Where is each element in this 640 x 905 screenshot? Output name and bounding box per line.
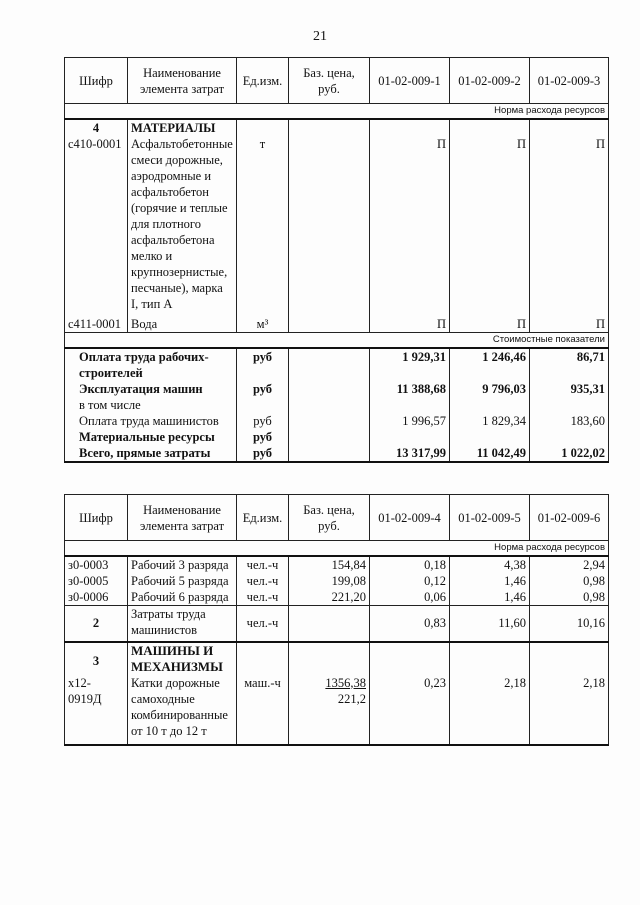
norm-label: Норма расхода ресурсов bbox=[65, 104, 609, 120]
row-unit: т bbox=[237, 136, 289, 316]
worker-price: 221,20 bbox=[289, 589, 370, 606]
section-number: 3 bbox=[65, 642, 128, 675]
header-unit: Ед.изм. bbox=[237, 495, 289, 541]
cost-name: Материальные ресурсы bbox=[65, 429, 237, 445]
worker-v3: 0,98 bbox=[530, 573, 609, 589]
worker-v1: 0,18 bbox=[370, 556, 450, 573]
labor-number: 2 bbox=[65, 606, 128, 642]
machine-unit: маш.-ч bbox=[237, 675, 289, 745]
machine-v1: 0,23 bbox=[370, 675, 450, 745]
table-row bbox=[65, 606, 609, 642]
header-col3: 01-02-009-3 bbox=[530, 58, 609, 104]
row-name: Вода bbox=[128, 316, 237, 333]
row-v3: П bbox=[530, 136, 609, 316]
row-unit: м³ bbox=[237, 316, 289, 333]
machine-v3: 2,18 bbox=[530, 675, 609, 745]
table-row bbox=[65, 675, 609, 745]
cost-name: Оплата труда машинистов bbox=[65, 413, 237, 429]
row-v1: П bbox=[370, 316, 450, 333]
machine-price-cell bbox=[289, 675, 370, 745]
cost-v3: 935,31 bbox=[530, 381, 609, 397]
cost-name: в том числе bbox=[65, 397, 237, 413]
cost-unit: руб bbox=[237, 429, 289, 445]
table-row bbox=[65, 316, 609, 333]
row-name: Асфальтобетонные смеси дорожные, аэродромные и асфальтобетон (горячие и теплые для плотного асфальтобетона мелко и крупнозернистые, песчаные), марка I, тип А bbox=[128, 136, 237, 316]
labor-unit: чел.-ч bbox=[237, 606, 289, 642]
section-number: 4 bbox=[65, 119, 128, 136]
machine-price-main: 1356,38 bbox=[325, 675, 366, 690]
cost-unit: руб bbox=[237, 381, 289, 397]
cost-name: Оплата труда рабочих-строителей bbox=[65, 348, 237, 381]
table-row bbox=[65, 348, 609, 381]
worker-name: Рабочий 5 разряда bbox=[128, 573, 237, 589]
worker-unit: чел.-ч bbox=[237, 589, 289, 606]
worker-v3: 0,98 bbox=[530, 589, 609, 606]
header-col5: 01-02-009-5 bbox=[450, 495, 530, 541]
worker-price: 154,84 bbox=[289, 556, 370, 573]
worker-v2: 1,46 bbox=[450, 589, 530, 606]
table-row bbox=[65, 119, 609, 136]
cost-v3: 86,71 bbox=[530, 348, 609, 381]
row-price bbox=[289, 316, 370, 333]
header-name: Наименование элемента затрат bbox=[128, 495, 237, 541]
cost-label: Стоимостные показатели bbox=[65, 333, 609, 349]
row-code: с410-0001 bbox=[65, 136, 128, 316]
table-row bbox=[65, 413, 609, 429]
worker-name: Рабочий 6 разряда bbox=[128, 589, 237, 606]
labor-name: Затраты труда машинистов bbox=[128, 606, 237, 642]
cost-v2: 9 796,03 bbox=[450, 381, 530, 397]
labor-v1: 0,83 bbox=[370, 606, 450, 642]
machine-code: х12-0919Д bbox=[65, 675, 128, 745]
row-v2: П bbox=[450, 316, 530, 333]
table-row bbox=[65, 397, 609, 413]
header-code: Шифр bbox=[65, 58, 128, 104]
labor-v3: 10,16 bbox=[530, 606, 609, 642]
table-row bbox=[65, 429, 609, 445]
header-name: Наименование элемента затрат bbox=[128, 58, 237, 104]
table-row bbox=[65, 589, 609, 606]
norm-label-row bbox=[65, 104, 609, 120]
row-v2: П bbox=[450, 136, 530, 316]
table-row bbox=[65, 556, 609, 573]
machine-v2: 2,18 bbox=[450, 675, 530, 745]
resource-table-1 bbox=[64, 57, 609, 463]
cost-unit: руб bbox=[237, 413, 289, 429]
cost-v2: 11 042,49 bbox=[450, 445, 530, 462]
cost-v1: 1 929,31 bbox=[370, 348, 450, 381]
worker-v2: 1,46 bbox=[450, 573, 530, 589]
worker-v2: 4,38 bbox=[450, 556, 530, 573]
cost-v1: 13 317,99 bbox=[370, 445, 450, 462]
norm-label: Норма расхода ресурсов bbox=[65, 541, 609, 557]
resource-table-2 bbox=[64, 494, 609, 746]
row-code: с411-0001 bbox=[65, 316, 128, 333]
row-v3: П bbox=[530, 316, 609, 333]
header-code: Шифр bbox=[65, 495, 128, 541]
header-col2: 01-02-009-2 bbox=[450, 58, 530, 104]
cost-name: Всего, прямые затраты bbox=[65, 445, 237, 462]
cost-unit: руб bbox=[237, 348, 289, 381]
machine-name: Катки дорожные самоходные комбинированные от 10 т до 12 т bbox=[128, 675, 237, 745]
section-title: МАШИНЫ И МЕХАНИЗМЫ bbox=[128, 642, 237, 675]
cost-v1: 11 388,68 bbox=[370, 381, 450, 397]
worker-name: Рабочий 3 разряда bbox=[128, 556, 237, 573]
table-row bbox=[65, 381, 609, 397]
table-row bbox=[65, 642, 609, 675]
table-row bbox=[65, 136, 609, 316]
header-price: Баз. цена, руб. bbox=[289, 58, 370, 104]
worker-code: з0-0005 bbox=[65, 573, 128, 589]
worker-unit: чел.-ч bbox=[237, 556, 289, 573]
section-title: МАТЕРИАЛЫ bbox=[128, 119, 237, 136]
header-col6: 01-02-009-6 bbox=[530, 495, 609, 541]
table-header-row bbox=[65, 58, 609, 104]
cost-unit: руб bbox=[237, 445, 289, 462]
header-col4: 01-02-009-4 bbox=[370, 495, 450, 541]
worker-price: 199,08 bbox=[289, 573, 370, 589]
norm-label-row bbox=[65, 541, 609, 557]
cost-name: Эксплуатация машин bbox=[65, 381, 237, 397]
row-v1: П bbox=[370, 136, 450, 316]
header-col1: 01-02-009-1 bbox=[370, 58, 450, 104]
cost-v1: 1 996,57 bbox=[370, 413, 450, 429]
cost-v2: 1 829,34 bbox=[450, 413, 530, 429]
row-price bbox=[289, 136, 370, 316]
machine-price-sub: 221,2 bbox=[337, 691, 366, 706]
worker-v1: 0,12 bbox=[370, 573, 450, 589]
table-row bbox=[65, 573, 609, 589]
header-unit: Ед.изм. bbox=[237, 58, 289, 104]
table-header-row bbox=[65, 495, 609, 541]
worker-v1: 0,06 bbox=[370, 589, 450, 606]
cost-label-row bbox=[65, 333, 609, 349]
worker-code: з0-0003 bbox=[65, 556, 128, 573]
worker-code: з0-0006 bbox=[65, 589, 128, 606]
header-price: Баз. цена, руб. bbox=[289, 495, 370, 541]
labor-v2: 11,60 bbox=[450, 606, 530, 642]
table-row bbox=[65, 445, 609, 462]
worker-unit: чел.-ч bbox=[237, 573, 289, 589]
cost-v2: 1 246,46 bbox=[450, 348, 530, 381]
worker-v3: 2,94 bbox=[530, 556, 609, 573]
cost-v3: 1 022,02 bbox=[530, 445, 609, 462]
page-number: 21 bbox=[313, 29, 327, 44]
cost-v3: 183,60 bbox=[530, 413, 609, 429]
